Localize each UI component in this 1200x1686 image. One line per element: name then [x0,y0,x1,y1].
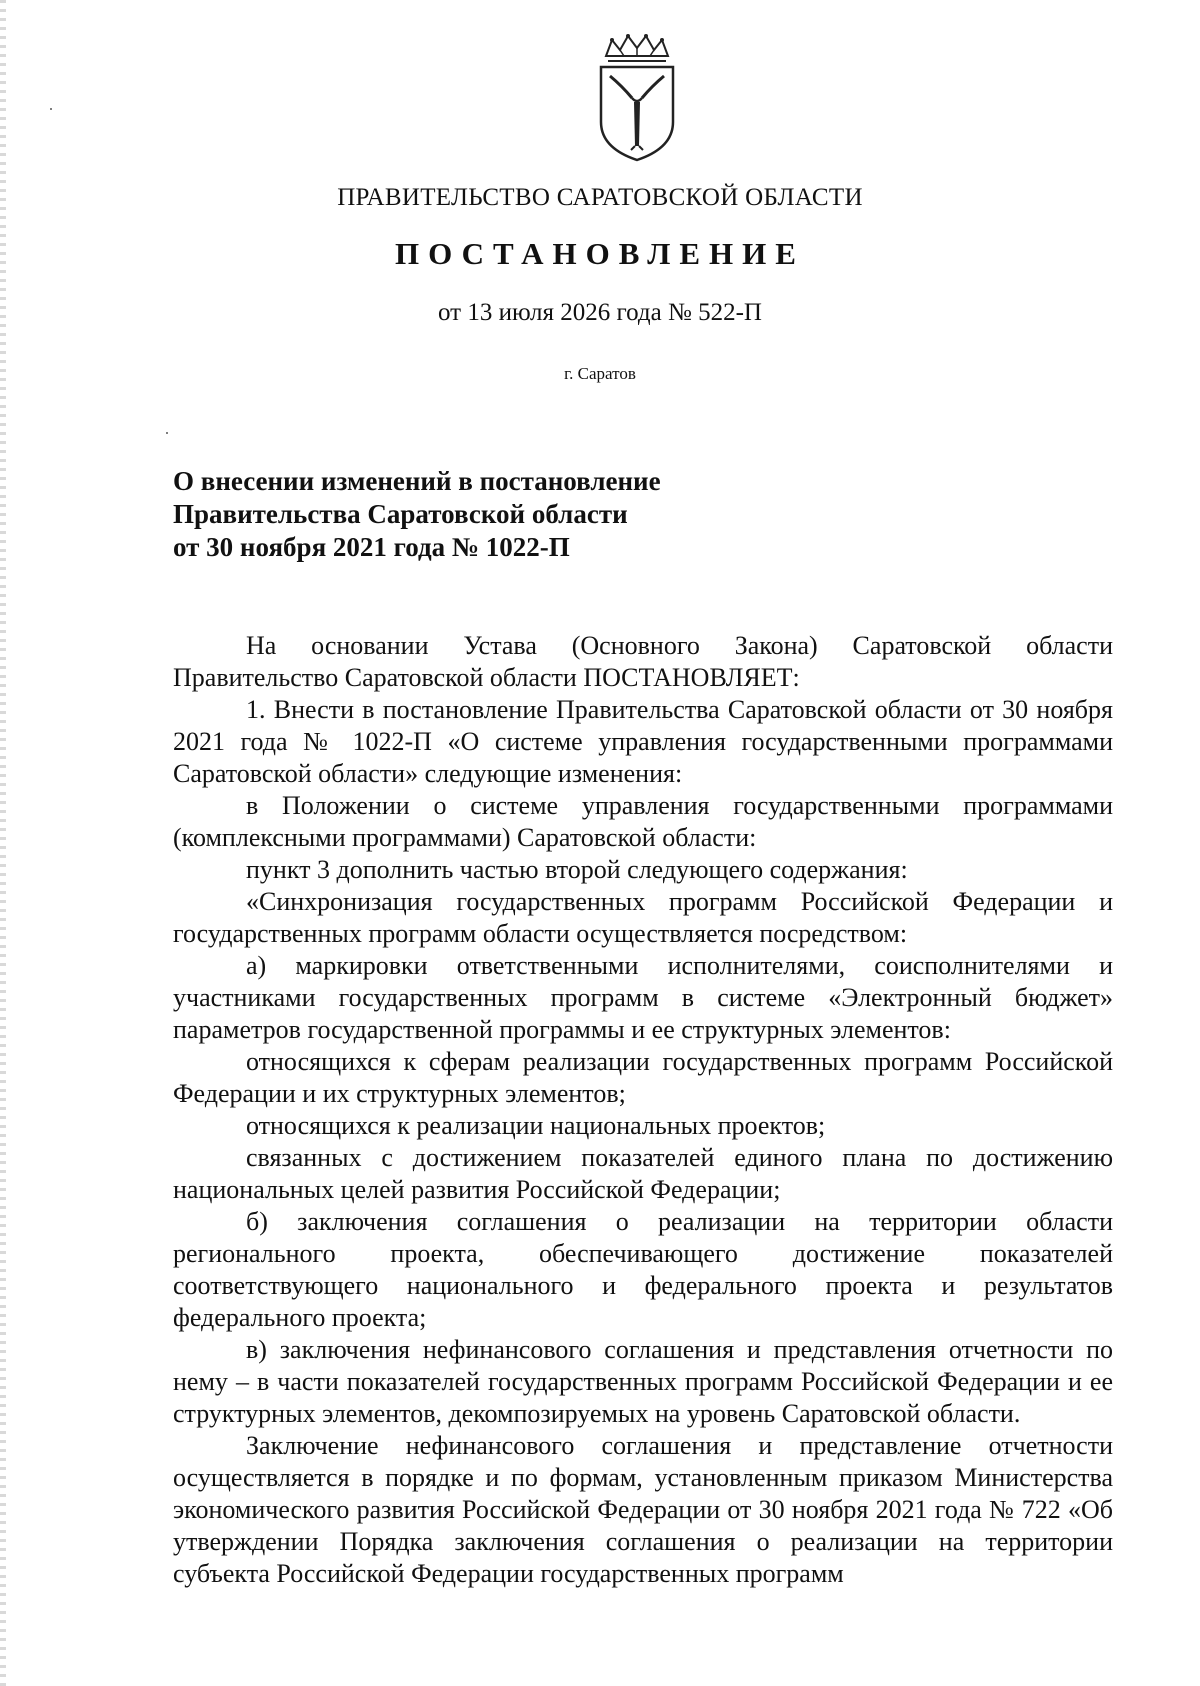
coat-of-arms-emblem [592,34,682,164]
subject-line: от 30 ноября 2021 года № 1022-П [173,532,570,562]
document-type-title: ПОСТАНОВЛЕНИЕ [395,236,805,271]
body-paragraph: в) заключения нефинансового соглашения и представления отчетности по нему – в части показателей государственных программ Российской Федерации и ее структурных элементов, декомпозируемых на уровень Саратовской области. [173,1335,1113,1428]
body-paragraph: относящихся к реализации национальных проектов; [246,1111,826,1140]
body-paragraph: пункт 3 дополнить частью второй следующего содержания: [246,855,908,884]
body-paragraph: б) заключения соглашения о реализации на территории области регионального проекта, обеспечивающего достижение показателей соответствующего национального и федерального проекта и результатов федерального проекта; [173,1207,1113,1332]
body-paragraph: относящихся к сферам реализации государственных программ Российской Федерации и их структурных элементов; [173,1047,1113,1108]
document-body [173,630,1113,1590]
document-subject [173,465,661,564]
document-date-number: от 13 июля 2026 года № 522-П [438,299,762,326]
government-name: ПРАВИТЕЛЬСТВО САРАТОВСКОЙ ОБЛАСТИ [337,184,863,211]
document-city: г. Саратов [564,364,636,383]
subject-line: Правительства Саратовской области [173,499,628,529]
scan-speck [50,108,52,110]
body-paragraph: в Положении о системе управления государственными программами (комплексными программами) Саратовской области: [173,791,1113,852]
subject-line: О внесении изменений в постановление [173,466,661,496]
body-paragraph: «Синхронизация государственных программ Российской Федерации и государственных программ области осуществляется посредством: [173,887,1113,948]
body-paragraph: 1. Внести в постановление Правительства Саратовской области от 30 ноября 2021 года № 1022-П «О системе управления государственными программами Саратовской области» следующие изменения: [173,695,1113,788]
body-paragraph: а) маркировки ответственными исполнителями, соисполнителями и участниками государственных программ в системе «Электронный бюджет» параметров государственной программы и ее структурных элементов: [173,951,1113,1044]
body-paragraph: На основании Устава (Основного Закона) Саратовской области Правительство Саратовской области ПОСТАНОВЛЯЕТ: [173,631,1113,692]
body-paragraph: связанных с достижением показателей единого плана по достижению национальных целей развития Российской Федерации; [173,1143,1113,1204]
body-paragraph: Заключение нефинансового соглашения и представление отчетности осуществляется в порядке и по формам, установленным приказом Министерства экономического развития Российской Федерации от 30 ноября 2021 года № 722 «Об утверждении Порядка заключения соглашения о реализации на территории субъекта Российской Федерации государственных программ [173,1431,1113,1588]
scan-speck [166,432,168,434]
